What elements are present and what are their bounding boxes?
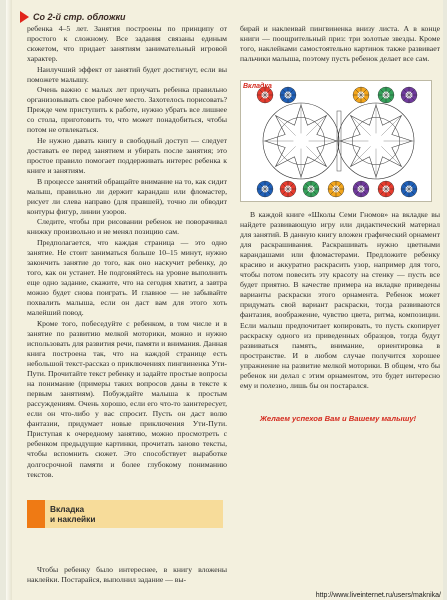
ornament-spoke [381,146,402,167]
paragraph: Кроме того, побеседуйте с ребенком, в том числе и в занятие по развитию мелкой моторики, можно и нужно использовать для развития речи, памяти и внимания. Данная книга построена так, что на каждой странице есть небольшой текст-рассказ о приключениях пингвиненка Ути-Пути. Прочитайте текст ребенку и задайте простые вопросы на понимание (примеры таких вопросов даны в тексте к первым занятиям). Побуждайте малыша к простым рассуждениям. Очень хорошо, если его что-то заинтересует, если он что-либо у вас спросит. Пусть он даст волю фантазии, придумает новые приключения Ути-Пути. Приступая к очередному занятию, можно просмотреть с ребенком предыдущие картинки, прочитать заново тексты, чтобы вспомнить сюжет. Это способствует выработке долгосрочной памяти и более глубокому пониманию текстов. [27,318,227,479]
section-heading [45,500,223,528]
page [6,0,443,600]
right-column [240,24,440,65]
ornament-spoke [306,146,327,167]
ornament-spoke [381,114,402,135]
paragraph: Не нужно давать книгу в свободный доступ — следует доставать ее перед занятием и убирать после занятия; это простое правило помогает поддерживать интерес ребенка к книге и занятиям. [27,136,227,176]
paragraph: Предполагается, что каждая страница — это одно занятие. Не стоит заниматься больше 10–15 минут, нужно закончить занятие до того, как оно наскучит ребенку, до того, как он устанет. Не подгоняйтесь на уровне выполнить еще одно задание, скажите, что на сегодня хватит, а завтра можно будет снова поиграть. И главное — не забывайте похвалить малыша, если он даст вам для этого хоть малейший повод. [27,237,227,318]
section-bar [27,500,223,528]
paragraph: ребенка 4–5 лет. Занятия построены по принципу от простого к сложному. Все задания связаны единым сюжетом, что придает занятиям занимательный игровой характер. [27,24,227,64]
header [20,10,126,24]
ornament-spoke [274,146,295,167]
section-bar-accent [27,500,45,528]
closing-wish: Желаем успехов Вам и Вашему малышу! [259,414,417,423]
paragraph: В процессе занятий обращайте внимание на то, как сидит малыш, правильно ли держит карандаш или фломастер, рисует ли слева направо (для правшей), точно ли обводит контуры фигур, линии узоров. [27,176,227,216]
ornament-spoke [306,114,327,135]
paragraph: Очень важно с малых лет приучать ребенка правильно организовывать свое рабочее место. Захотелось порисовать? Прежде чем приступить к работе, нужно убрать все лишнее со стола, приготовить то, что может понадобиться, чтобы потом не отвлекаться. [27,85,227,135]
paragraph: Следите, чтобы при рисовании ребенок не поворачивал книжку произвольно и не менял позицию сам. [27,217,227,237]
paragraph: В каждой книге «Школы Семи Гномов» на вкладке вы найдете развивающую игру или дидактический материал для занятий. В данную книгу вложен графический орнамент для раскрашивания. Раскрашивать нужно цветными карандашами или фломастерами. Предложите ребенку красиво и аккуратно раскрасить узор, например для того, чтобы потом повесить эту красоту на стенку — пусть все будет приятно. В качестве примера на вкладке приведены варианты раскраски этого орнамента. Ребенок может придумать свой вариант раскраски, тогда развиваются фантазия, воображение, чувство цвета, ритма, композиции. Если малыш предпочитает копировать, то пусть скопирует раскраску одного из приведенных образцов, тогда будут развиваться память, внимание, ориентировка в пространстве. И в любом случае получится хорошее упражнение на развитие мелкой моторики. В общем, что бы ребенок ни делал с этим орнаментом, это будет интересно ему и полезно, лишь бы он постарался. [240,210,440,390]
right-lower-column [240,210,440,391]
section-heading-line: Вкладка [50,504,85,514]
left-column [27,24,227,480]
ornament-illustration [241,81,431,201]
left-bottom-text [27,565,227,586]
paragraph: Наилучший эффект от занятий будет достигнут, если вы поможете малышу. [27,64,227,84]
ornament-spoke [274,114,295,135]
triangle-marker-icon [20,11,29,23]
ornament-spoke [349,114,370,135]
paragraph: бирай и наклеивай пингвиненка внизу листа. А в конце книги — поощрительный приз: три золотые звезды. Кроме того, наклейками самостоятельно картинок также развивает пальчики малыша, поэтому пусть ребенок делает все сам. [240,24,440,64]
inset-label: Вкладка [243,83,272,90]
section-heading-line: и наклейки [50,514,96,524]
header-label: Со 2-й стр. обложки [33,12,126,22]
paragraph: Чтобы ребенку было интереснее, в книгу вложены наклейки. Постарайся, выполнил задание — вы- [27,565,227,585]
ornament-inset [240,80,432,202]
footer-url: http://www.liveinternet.ru/users/maknika/ [315,592,441,599]
ornament-spoke [349,146,370,167]
page-edge [6,0,12,600]
